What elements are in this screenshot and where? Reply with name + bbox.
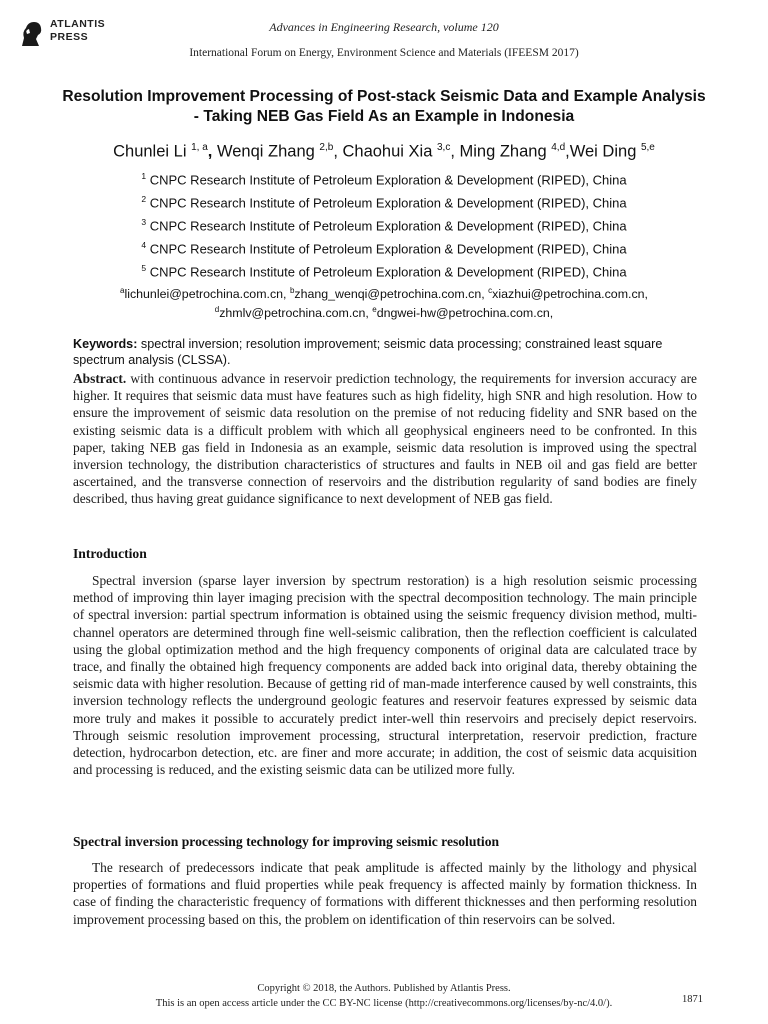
affiliation-text: CNPC Research Institute of Petroleum Exploration & Development (RIPED), China <box>149 218 627 234</box>
author-name: Chaohui Xia <box>342 142 433 161</box>
author-affiliation-mark: 4,d <box>551 142 566 153</box>
affiliation-number: 4 <box>141 240 147 250</box>
conference-name: International Forum on Energy, Environment Science and Materials (IFEESM 2017) <box>189 47 579 59</box>
affiliation <box>0 189 768 212</box>
affiliation-number: 1 <box>141 171 147 181</box>
keywords-text: spectral inversion; resolution improvement; seismic data processing; constrained least square spectrum analysis (CLSSA). <box>73 337 663 367</box>
keywords-label: Keywords: <box>73 337 138 351</box>
affiliation-number: 5 <box>141 263 147 273</box>
logo-line-1: ATLANTIS <box>50 18 106 30</box>
keywords <box>73 337 697 368</box>
affiliation <box>0 166 768 189</box>
abstract <box>73 370 697 508</box>
affiliation-text: CNPC Research Institute of Petroleum Exploration & Development (RIPED), China <box>149 172 627 188</box>
author-affiliation-mark: 3,c <box>436 142 451 153</box>
affiliation-text: CNPC Research Institute of Petroleum Exploration & Development (RIPED), China <box>149 241 627 257</box>
author-affiliation-mark: 2,b <box>319 142 334 153</box>
journal-name: Advances in Engineering Research, volume 120 <box>269 20 499 34</box>
license-notice: This is an open access article under the CC BY-NC license (http://creativecommons.org/licenses/by-nc/4.0/). <box>155 998 613 1009</box>
author-name: Wenqi Zhang <box>216 142 315 161</box>
affiliation <box>0 235 768 258</box>
author-name: Wei Ding <box>569 142 637 161</box>
author-list: Chunlei Li $^{1, a}$, Wenqi Zhang $^{2,b}$, Chaohui Xia $^{3,c}$, Ming Zhang $^{4,d}$,Wei Ding $^{5,e}$ <box>113 142 655 161</box>
body-paragraph: Spectral inversion (sparse layer inversion by spectrum restoration) is a high resolution seismic processing method of improving thin layer imaging precision with the spectral decomposition technology. The main principle of spectral inversion: partial spectrum information is obtained using the seismic frequency division method, multi-channel operators are determined through fine well-seismic calibration, then the reflection coefficient is calculated using the global optimization method and the high frequency components of original data are calculated trace by trace, and finally the obtained high frequency components are added back into original data, thereby obtaining the seismic data with higher resolution. Because of getting rid of man-made interference caused by well constraints, this inversion technology reflects the underground geologic features and reservoir features expressed by seismic data more truly and makes it possible to accurately predict inter-well thin reservoirs and precisely depict reservoirs. Through seismic resolution improvement processing, structural interpretation, reservoir prediction, fracture detection, hydrocarbon detection, etc. are finer and more accurate; in addition, the cost of seismic data acquisition and processing is reduced, and the existing seismic data can be utilized more fully. <box>73 573 697 778</box>
email-link[interactable]: dngwei-hw@petrochina.com.cn, <box>376 306 554 321</box>
section-heading: Spectral inversion processing technology for improving seismic resolution <box>73 834 500 849</box>
abstract-label: Abstract. <box>73 371 127 386</box>
paper-title: Resolution Improvement Processing of Post-stack Seismic Data and Example Analysis - Taking NEB Gas Field As an Example in Indonesia <box>62 88 706 125</box>
copyright-notice: Copyright © 2018, the Authors. Published by Atlantis Press. <box>257 983 511 994</box>
email-link[interactable]: xiazhui@petrochina.com.cn, <box>492 287 648 302</box>
author-name: Ming Zhang <box>459 142 547 161</box>
author-affiliation-mark: 5,e <box>640 142 655 153</box>
affiliation-text: CNPC Research Institute of Petroleum Exploration & Development (RIPED), China <box>149 264 627 280</box>
email-list: $^a$lichunlei@petrochina.com.cn, $^b$zhang_wenqi@petrochina.com.cn, $^c$xiazhui@petrochina.com.cn, $^d$zhmlv@petrochina.com.cn, $^e$dngwei-hw@petrochina.com.cn, <box>120 286 648 321</box>
abstract-text: with continuous advance in reservoir prediction technology, the requirements for inversion accuracy are higher. It requires that seismic data must have features such as high fidelity, high SNR and high resolution. How to ensure the improvement of seismic data resolution on the premise of not reducing fidelity and SNR based on the existing seismic data is a difficult problem with which all geophysical engineers need to be confronted. In this paper, taking NEB gas field in Indonesia as an example, seismic data resolution is improved using the spectral inversion technology, the distribution characteristics of structures and faults in NEB oil and gas field are better ascertained, and the transverse connection of reservoirs and the distribution regularity of sand bodies are finely described, thus having great guidance significance to next development of NEB gas field. <box>73 371 697 507</box>
logo-line-2: PRESS <box>50 31 89 43</box>
affiliation <box>0 258 768 281</box>
email-link[interactable]: lichunlei@petrochina.com.cn, <box>124 287 287 302</box>
affiliation <box>0 212 768 235</box>
affiliation-text: CNPC Research Institute of Petroleum Exploration & Development (RIPED), China <box>149 195 627 211</box>
email-link[interactable]: zhmlv@petrochina.com.cn, <box>219 306 369 321</box>
email-link[interactable]: zhang_wenqi@petrochina.com.cn, <box>294 287 485 302</box>
body-paragraph: The research of predecessors indicate that peak amplitude is affected mainly by the lithology and physical properties of formations and fluid properties while peak frequency is affected mainly by formation thickness. In case of finding the characteristic frequency of formations with different thicknesses and then performing resolution improvement processing based on this, the problem on identification of thin reservoirs can be solved. <box>73 860 697 927</box>
affiliation-number: 2 <box>141 194 147 204</box>
author-name: Chunlei Li <box>113 142 187 161</box>
affiliation-list <box>0 166 768 281</box>
section-heading: Introduction <box>73 546 147 561</box>
page-number: 1871 <box>682 994 703 1005</box>
author-affiliation-mark: 1, a <box>191 142 208 153</box>
affiliation-number: 3 <box>141 217 147 227</box>
